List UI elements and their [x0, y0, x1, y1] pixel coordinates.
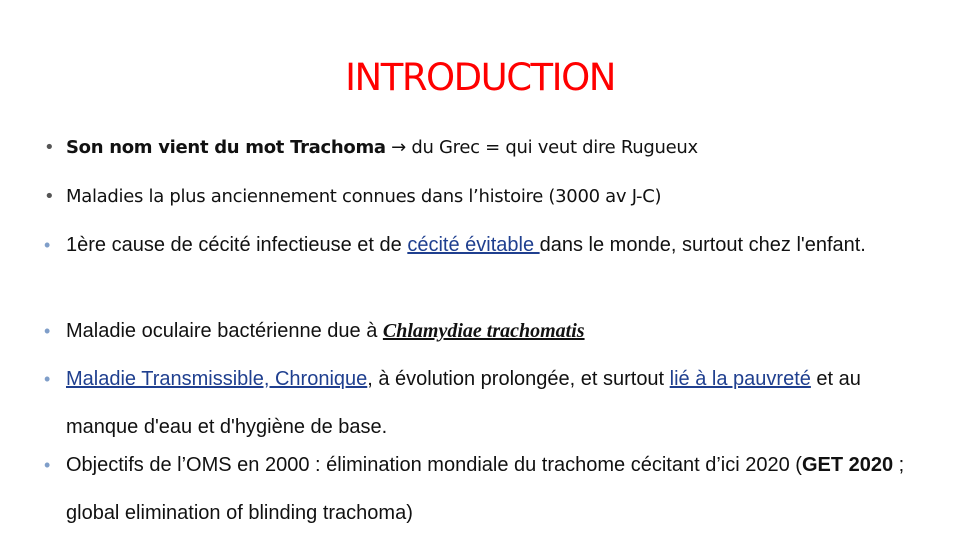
bullet-item: [40, 173, 920, 221]
slide-title: INTRODUCTION: [345, 56, 615, 99]
bullet-text: [66, 124, 920, 172]
text-span: et au manque d'eau et d'hygiène de base.: [66, 368, 861, 438]
bullet-dot-icon: •: [44, 321, 51, 341]
bullet-dot-icon: •: [44, 235, 51, 255]
text-span: dans le monde, surtout chez l'enfant.: [539, 234, 866, 256]
bullet-text: [66, 355, 920, 451]
link-maladie-transmissible[interactable]: Maladie Transmissible, Chronique: [66, 368, 368, 390]
species-name: Chlamydiae trachomatis: [382, 320, 585, 342]
bullet-dot-icon: •: [44, 137, 55, 158]
text-span: Objectifs de l’OMS en 2000 : élimination mondiale du trachome cécitant d’ici 2020 (: [66, 454, 802, 476]
bold-text: GET 2020: [801, 454, 894, 476]
text-span: 1ère cause de cécité infectieuse et de: [66, 234, 408, 256]
bullet-text: [66, 221, 920, 269]
bullet-text: [66, 441, 920, 537]
link-lie-pauvrete[interactable]: lié à la pauvreté: [669, 368, 811, 390]
bullet-item: [40, 221, 920, 269]
text-span: Maladies la plus anciennement connues dans l’histoire (3000 av J-C): [66, 186, 662, 207]
bullet-item: [40, 355, 920, 451]
text-span: ; global elimination of blinding trachoma): [66, 454, 905, 524]
bold-text: Son nom vient du mot Trachoma: [66, 137, 386, 158]
bullet-dot-icon: •: [44, 455, 51, 475]
bullet-item: [40, 307, 920, 355]
text-span: , à évolution prolongée, et surtout: [367, 368, 670, 390]
text-span: Maladie oculaire bactérienne due à: [66, 320, 383, 342]
link-cecite-evitable[interactable]: cécité évitable: [407, 234, 540, 256]
bullet-text: [66, 307, 920, 355]
bullet-item: [40, 124, 920, 172]
bullet-text: [66, 173, 920, 221]
bullet-item: [40, 441, 920, 537]
bullet-dot-icon: •: [44, 369, 51, 389]
bullet-dot-icon: •: [44, 186, 55, 207]
text-span: → du Grec = qui veut dire Rugueux: [385, 137, 698, 158]
